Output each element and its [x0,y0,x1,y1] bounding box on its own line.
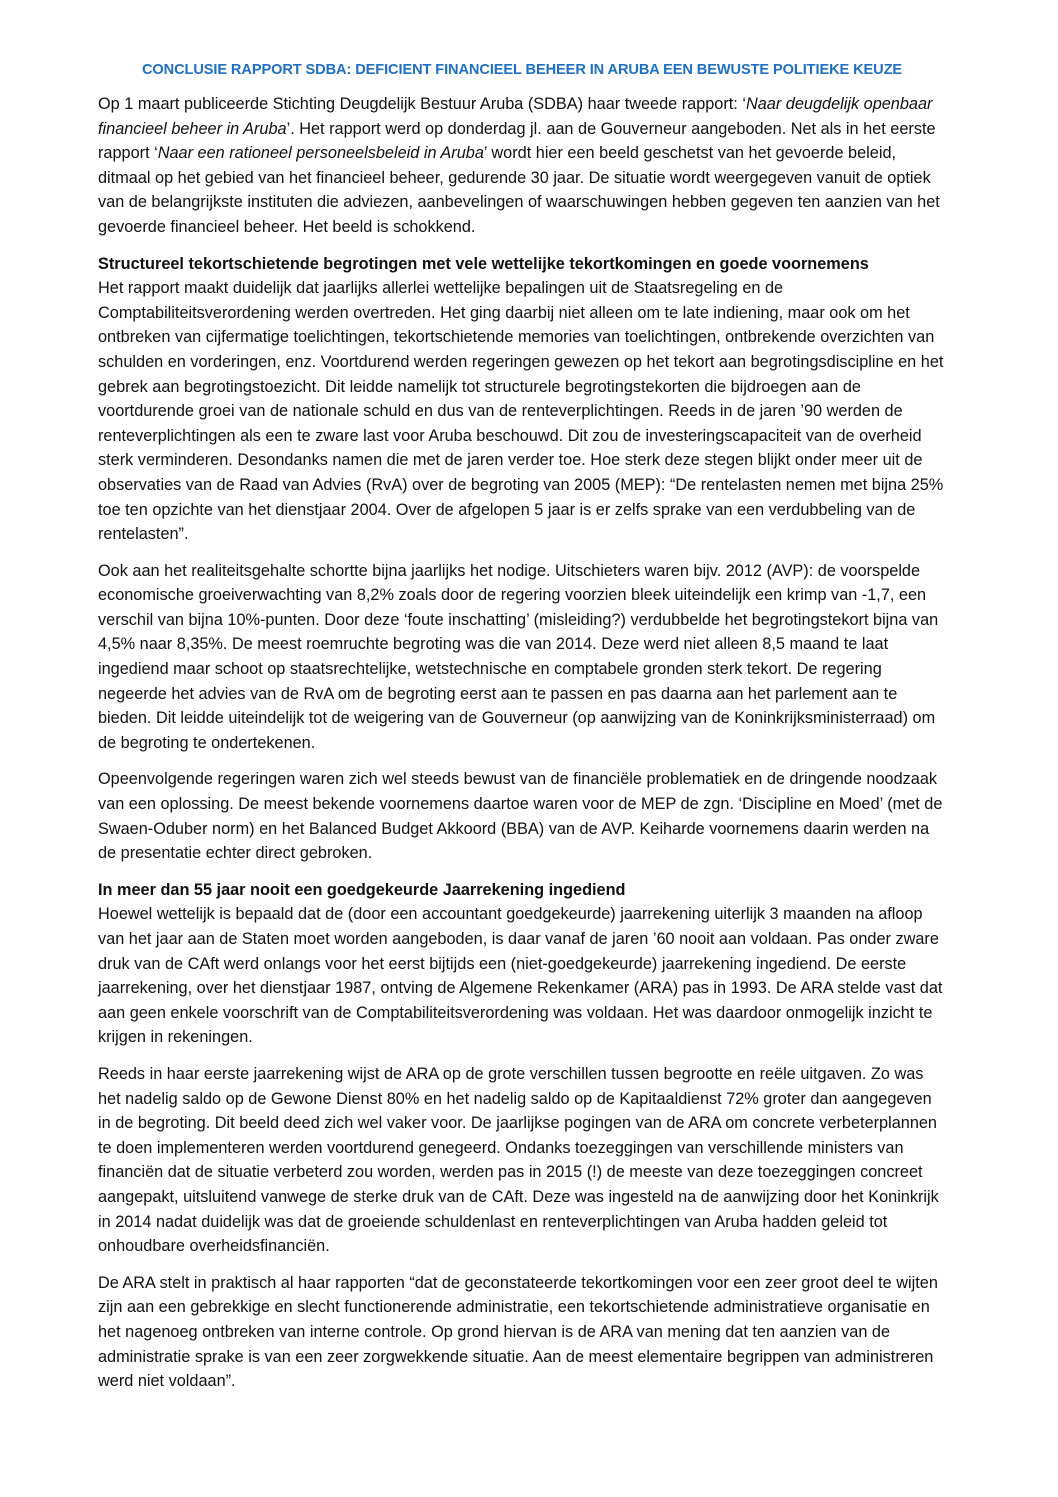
intro-text-2: ’. Het rapport werd op donderdag jl. aan de Gouverneur aangeboden. Net als in het eerste rapport ‘ [98,119,936,163]
section1-heading: Structureel tekortschietende begrotingen met vele wettelijke tekortkomingen en goede voornemens [98,254,869,273]
section1-body: Het rapport maakt duidelijk dat jaarlijks allerlei wettelijke bepalingen uit de Staatsregeling en de Comptabiliteitsverordening werden overtreden. Het ging daarbij niet alleen om te late indiening, maar ook om het ontbreken van cijfermatige toelichtingen, tekortschietende memories van toelichtingen, ontbrekende overzichten van schulden en vorderingen, enz. Voortdurend werden regeringen gewezen op het tekort aan begrotingsdiscipline en het gebrek aan begrotingstoezicht. Dit leidde namelijk tot structurele begrotingstekorten die bijdroegen aan de voortdurende groei van de nationale schuld en dus van de renteverplichtingen. Reeds in de jaren ’90 werden de renteverplichtingen als een te zware last voor Aruba beschouwd. Dit zou de investeringscapaciteit van de overheid sterk verminderen. Desondanks namen die met de jaren verder toe. Hoe sterk deze stegen blijkt onder meer uit de observaties van de Raad van Advies (RvA) over de begroting van 2005 (MEP): “De rentelasten nemen met bijna 25% toe ten opzichte van het dienstjaar 2004. Over de afgelopen 5 jaar is er zelfs sprake van een verdubbeling van de rentelasten”. [98,279,944,544]
section2-paragraph-2: Reeds in haar eerste jaarrekening wijst de ARA op de grote verschillen tussen begrootte en reële uitgaven. Zo was het nadelig saldo op de Gewone Dienst 80% en het nadelig saldo op de Kapitaaldienst 72% groter dan aangegeven in de begroting. Dit beeld deed zich wel vaker voor. De jaarlijkse pogingen van de ARA om concrete verbeterplannen te doen implementeren werden voortdurend genegeerd. Ondanks toezeggingen van verschillende ministers van financiën dat de situatie verbeterd zou worden, werden pas in 2015 (!) de meeste van deze toezeggingen concreet aangepakt, uitsluitend vanwege de sterke druk van de CAft. Deze was ingesteld na de aanwijzing door het Koninkrijk in 2014 nadat duidelijk was dat de groeiende schuldenlast en renteverplichtingen van Aruba hadden geleid tot onhoudbare overheidsfinanciën. [98,1064,939,1256]
intro-text-1: Op 1 maart publiceerde Stichting Deugdelijk Bestuur Aruba (SDBA) haar tweede rapport: ‘ [98,95,746,113]
section2-paragraph [98,878,946,1050]
intro-paragraph [98,92,946,240]
section1-paragraph-3: Opeenvolgende regeringen waren zich wel steeds bewust van de financiële problematiek en de dringende noodzaak van een oplossing. De meest bekende voornemens daartoe waren voor de MEP de zgn. ‘Discipline en Moed’ (met de Swaen-Oduber norm) en het Balanced Budget Akkoord (BBA) van de AVP. Keiharde voornemens daarin werden na de presentatie echter direct gebroken. [98,770,943,863]
section1-paragraph [98,252,946,547]
section2-body: Hoewel wettelijk is bepaald dat de (door een accountant goedgekeurde) jaarrekening uiterlijk 3 maanden na afloop van het jaar aan de Staten moet worden aangeboden, is daar vanaf de jaren ’60 nooit aan voldaan. Pas onder zware druk van de CAft werd onlangs voor het eerst bijtijds een (niet-goedgekeurde) jaarrekening ingediend. De eerste jaarrekening, over het dienstjaar 1987, ontving de Algemene Rekenkamer (ARA) pas in 1993. De ARA stelde vast dat aan geen enkele voorschrift van de Comptabiliteitsverordening was voldaan. Het was daardoor onmogelijk inzicht te krijgen in rekeningen. [98,905,943,1047]
document-title: CONCLUSIE RAPPORT SDBA: DEFICIENT FINANCIEEL BEHEER IN ARUBA EEN BEWUSTE POLITIEKE KEUZE [141,62,903,78]
report-title-2: Naar een rationeel personeelsbeleid in Aruba [157,144,484,163]
section1-paragraph-2: Ook aan het realiteitsgehalte schortte bijna jaarlijks het nodige. Uitschieters waren bijv. 2012 (AVP): de voorspelde economische groeiverwachting van 8,2% zoals door de regering voorzien bleek uiteindelijk een krimp van -1,7, een verschil van bijna 10%-punten. Door deze ‘foute inschatting’ (misleiding?) verdubbelde het begrotingstekort bijna van 4,5% naar 8,35%. De meest roemruchte begroting was die van 2014. Deze werd niet alleen 8,5 maand te laat ingediend maar schoot op staatsrechtelijke, wetstechnische en comptabele gronden sterk tekort. De regering negeerde het advies van de RvA om de begroting eerst aan te passen en pas daarna aan het parlement aan te bieden. Dit leidde uiteindelijk tot de weigering van de Gouverneur (op aanwijzing van de Koninkrijksministerraad) om de begroting te ondertekenen. [98,561,939,752]
intro-text-3: ’ wordt hier een beeld geschetst van het gevoerde beleid, ditmaal op het gebied van het financieel beheer, gedurende 30 jaar. De situatie wordt weergegeven vanuit de optiek van de belangrijkste instituten die adviezen, aanbevelingen of waarschuwingen hebben gegeven ten aanzien van het gevoerde financieel beheer. Het beeld is schokkend. [98,144,940,236]
section2-paragraph-3: De ARA stelt in praktisch al haar rapporten “dat de geconstateerde tekortkomingen voor een zeer groot deel te wijten zijn aan een gebrekkige en slecht functionerende administratie, een tekortschietende administratieve organisatie en het nagenoeg ontbreken van interne controle. Op grond hiervan is de ARA van mening dat ten aanzien van de administratie sprake is van een zeer zorgwekkende situatie. Aan de meest elementaire begrippen van administreren werd niet voldaan”. [98,1273,938,1391]
section2-heading: In meer dan 55 jaar nooit een goedgekeurde Jaarrekening ingediend [98,880,626,899]
report-title-1: Naar deugdelijk openbaar financieel beheer in Aruba [98,95,933,138]
